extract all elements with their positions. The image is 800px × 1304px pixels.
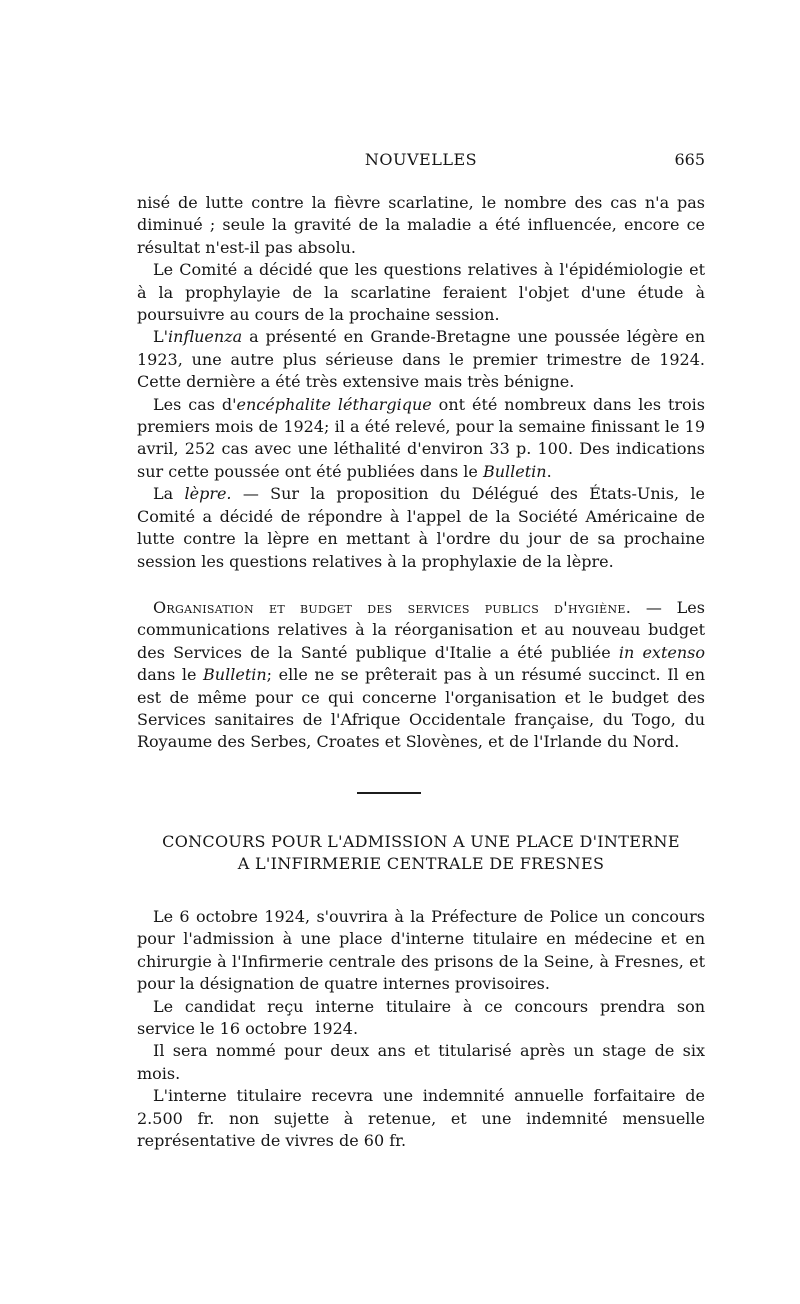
encephalite-term: encéphalite léthargique: [236, 394, 432, 414]
in-extenso: in extenso: [618, 642, 705, 662]
encephalite-paragraph: [137, 394, 705, 484]
influenza-term: influenza: [168, 327, 243, 347]
news-body: [137, 192, 705, 573]
scarlatine-continuation-paragraph: nisé de lutte contre la fièvre scarlatine, le nombre des cas n'a pas diminué ; seule la gravité de la maladie a été influencée, encore ce résultat n'est-il pas absolu.: [137, 193, 705, 257]
lepre-term: lèpre.: [184, 484, 232, 504]
bulletin-reference: Bulletin: [482, 461, 547, 481]
influenza-text: a présenté en Grande-Bretagne une poussée légère en 1923, une autre plus sérieuse dans le premier trimestre de 1924. Cette dernière a été très extensive mais très bénigne.: [137, 327, 705, 392]
influenza-lead: L': [153, 327, 169, 347]
organisation-heading: Organisation et budget des services publics d'hygiène.: [153, 598, 632, 617]
encephalite-lead: Les cas d': [153, 394, 237, 414]
organisation-text-2: dans le: [137, 665, 204, 685]
concours-title-line-2: A L'INFIRMERIE CENTRALE DE FRESNES: [237, 854, 605, 873]
encephalite-end: .: [546, 461, 552, 481]
organisation-text-3: ; elle ne se prêterait pas à un résumé succinct. Il en est de même pour ce qui concerne l'organisation et le budget des Services sanitaires de l'Afrique Occidentale française, du Togo, du Royaume des Serbes, Croates et Slovènes, et de l'Irlande du Nord.: [137, 665, 705, 752]
lepre-text: — Sur la proposition du Délégué des États-Unis, le Comité a décidé de répondre à l'appel de la Société Américaine de lutte contre la lèpre en mettant à l'ordre du jour de sa prochaine session les questions relatives à la prophylaxie de la lèpre.: [137, 484, 706, 571]
page-header: [137, 150, 705, 178]
page-number: 665: [674, 150, 705, 169]
organisation-paragraph: [137, 597, 705, 754]
concours-paragraph-2: Le candidat reçu interne titulaire à ce concours prendra son service le 16 octobre 1924.: [137, 996, 705, 1039]
bulletin-reference: Bulletin: [203, 665, 267, 685]
concours-body: [137, 906, 705, 1152]
organisation-text-1: — Les communications relatives à la réorganisation et au nouveau budget des Services de la Santé publique d'Italie a été publiée: [137, 598, 705, 662]
influenza-paragraph: [137, 326, 705, 393]
concours-paragraph-1: Le 6 octobre 1924, s'ouvrira à la Préfecture de Police un concours pour l'admission à une place d'interne titulaire en médecine et en chirurgie à l'Infirmerie centrale des prisons de la Seine, à Fresnes, et pour la désignation de quatre internes provisoires.: [137, 907, 705, 994]
concours-title-line-1: CONCOURS POUR L'ADMISSION A UNE PLACE D'INTERNE: [162, 832, 680, 851]
organisation-section: [137, 597, 705, 754]
lepre-lead: La: [153, 484, 185, 504]
comite-scarlatine-paragraph: Le Comité a décidé que les questions relatives à l'épidémiologie et à la prophylayie de la scarlatine feraient l'objet d'une étude à poursuivre au cours de la prochaine session.: [137, 260, 705, 325]
concours-paragraph-3: Il sera nommé pour deux ans et titularisé après un stage de six mois.: [137, 1041, 705, 1083]
concours-title: [137, 831, 705, 875]
running-title: NOUVELLES: [364, 150, 478, 169]
concours-paragraph-4: L'interne titulaire recevra une indemnité annuelle forfaitaire de 2.500 fr. non sujette à retenue, et une indemnité mensuelle représentative de vivres de 60 fr.: [137, 1086, 705, 1151]
encephalite-text: ont été nombreux dans les trois premiers mois de 1924; il a été relevé, pour la semaine finissant le 19 avril, 252 cas avec une léthalité d'environ 33 p. 100. Des indications sur cette poussée ont été publiées dans le: [137, 394, 705, 481]
section-divider: [357, 792, 421, 794]
lepre-paragraph: [137, 483, 705, 573]
